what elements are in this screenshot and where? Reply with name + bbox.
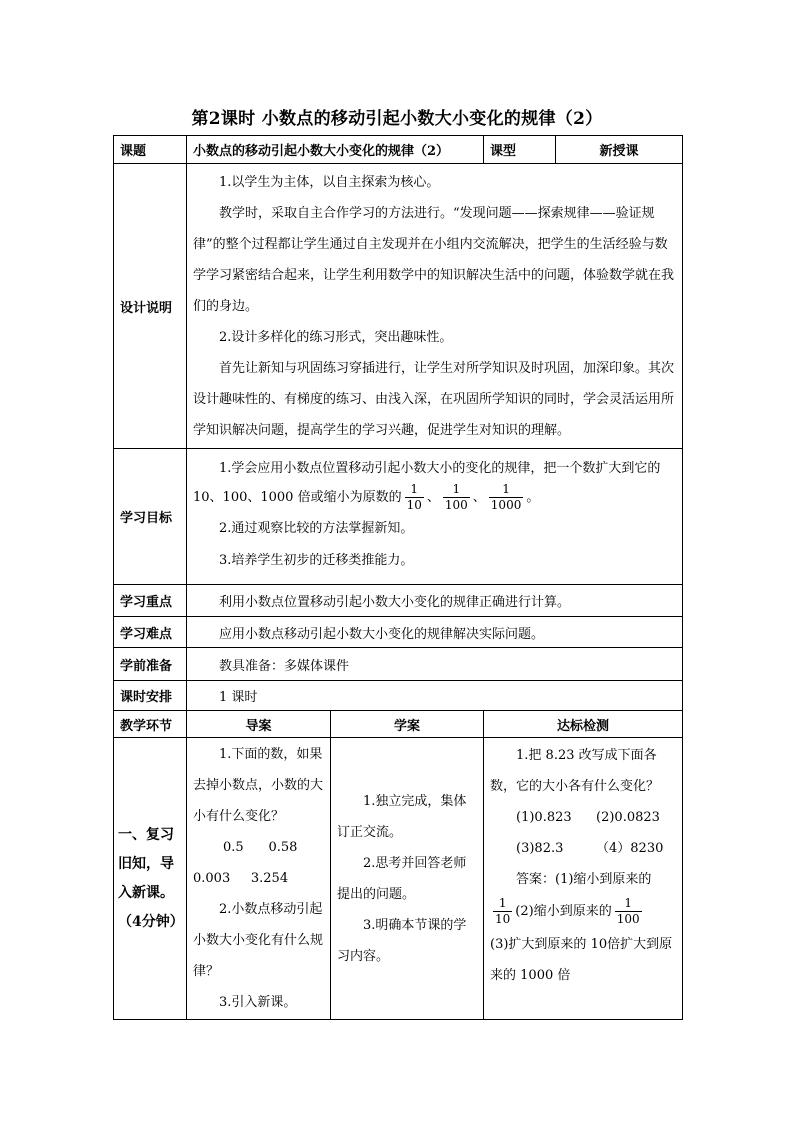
goal-3: 3.培养学生初步的迁移类推能力。 [219,553,414,568]
difficulty-row [114,617,683,648]
guide-column-header: 导案 [187,711,331,738]
schedule-value: 1 课时 [187,681,683,711]
guide-item-3: 3.引入新课。 [219,995,297,1010]
goal-1: 1.学会应用小数点位置移动引起小数大小的变化的规律，把一个数扩大到它的 10、100、1000 倍或缩小为原数的 $\frac{1}{10}$ 、 $\frac{1}{100}$ 、 $\frac{1}{1000}$ 。 [193,461,661,512]
design-paragraph-1: 1.以学生为主体，以自主探索为核心。 [219,174,440,190]
preparation-row [114,648,683,681]
goal-2: 2.通过观察比较的方法掌握新知。 [219,521,414,536]
difficulty-label: 学习难点 [114,617,187,648]
page-title: 第2课时 小数点的移动引起小数大小变化的规律（2） [191,109,603,129]
phase-1-check [484,738,683,1020]
fraction-1-10: $\frac{1}{10}$ [406,482,422,512]
guide-item-1: 1.下面的数，如果去掉小数点，小数的大小有什么变化？ [193,747,324,824]
phase-1-row [114,738,683,1020]
difficulty-value: 应用小数点移动引起小数大小变化的规律解决实际问题。 [187,617,683,648]
design-content [187,164,683,449]
study-item-1: 1.独立完成，集体订正交流。 [337,793,467,840]
phase-1-study [331,738,484,1020]
study-column-header: 学案 [331,711,484,738]
study-item-3: 3.明确本节课的学习内容。 [337,917,467,964]
check-answer-line-1: 答案：(1)缩小到原来的 [516,872,652,887]
guide-numbers-b: 0.003 3.254 [193,871,289,886]
check-answer-line-2: $\frac{1}{10}$ (2)缩小到原来的 $\frac{1}{100}$ [495,896,640,926]
design-paragraph-3: 2.设计多样化的练习形式，突出趣味性。 [219,329,453,345]
fraction-1-1000: $\frac{1}{1000}$ [490,482,522,512]
answer-fraction-1-10: $\frac{1}{10}$ [495,896,511,926]
preparation-value: 教具准备：多媒体课件 [187,648,683,681]
goal-1-text: 1.学会应用小数点位置移动引起小数大小的变化的规律，把一个数扩大到它的 10、100、1000 倍或缩小为原数的 [193,461,661,505]
topic-value: 小数点的移动引起小数大小变化的规律（2） [187,136,484,164]
lesson-type-value: 新授课 [556,136,683,164]
answer-fraction-1-100: $\frac{1}{100}$ [616,896,640,926]
check-options-row-2 [490,833,676,864]
lesson-plan-table [113,135,683,1020]
fraction-1-100: $\frac{1}{100}$ [444,482,468,512]
key-points-label: 学习重点 [114,585,187,617]
guide-numbers-a: 0.5 0.58 [223,840,298,855]
check-option-d: （4）8230 [596,841,664,856]
goals-label: 学习目标 [114,449,187,585]
schedule-row [114,681,683,711]
lesson-type-label: 课型 [484,136,556,164]
check-options-row-1 [490,802,676,833]
topic-row [114,136,683,164]
check-option-c: (3)82.3 [516,841,564,856]
design-paragraph-2: 教学时，采取自主合作学习的方法进行。“发现问题——探索规律——验证规律”的整个过程都让学生通过自主发现并在小组内交流解决，把学生的生活经验与数学学习紧密结合起来，让学生利用数学中的知识解决生活中的问题，体验数学就在我们的身边。 [193,205,675,314]
preparation-label: 学前准备 [114,648,187,681]
topic-label: 课题 [114,136,187,164]
check-option-b: (2)0.0823 [596,810,660,825]
goals-row [114,449,683,585]
key-points-value: 利用小数点位置移动引起小数大小变化的规律正确进行计算。 [187,585,683,617]
key-points-row [114,585,683,617]
phase-header-row [114,711,683,738]
phase-1-guide [187,738,331,1020]
check-option-a: (1)0.823 [516,810,572,825]
design-paragraph-4: 首先让新知与巩固练习穿插进行，让学生对所学知识及时巩固，加深印象。其次设计趣味性的、有梯度的练习、由浅入深，在巩固所学知识的同时，学会灵活运用所学知识解决问题，提高学生的学习兴趣，促进学生对知识的理解。 [193,360,675,438]
schedule-label: 课时安排 [114,681,187,711]
phase-header-label: 教学环节 [114,711,187,738]
phase-1-label: 一、复习旧知，导入新课。（4分钟） [114,738,187,1020]
check-item-1: 1.把 8.23 改写成下面各数，它的大小各有什么变化？ [490,748,660,794]
design-label: 设计说明 [114,164,187,449]
goals-content [187,449,683,585]
design-row [114,164,683,449]
guide-item-2: 2.小数点移动引起小数大小变化有什么规律？ [193,902,324,979]
study-item-2: 2.思考并回答老师提出的问题。 [337,855,467,902]
check-column-header: 达标检测 [484,711,683,738]
check-answer-line-3: (3)扩大到原来的 10倍扩大到原来的 1000 倍 [490,937,673,983]
